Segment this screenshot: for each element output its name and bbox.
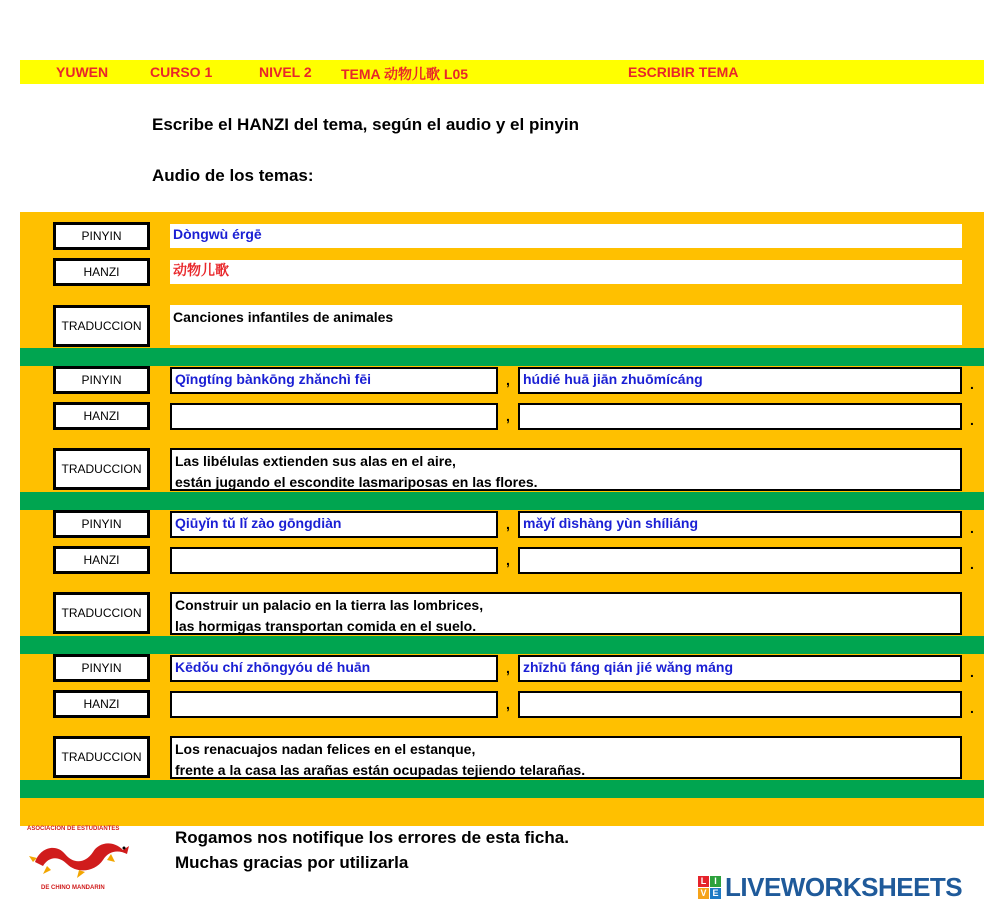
footer-thanks: Muchas gracias por utilizarla (175, 853, 409, 872)
verse-3-pinyin-a: Kēdǒu chí zhōngyóu dé huān (170, 655, 498, 682)
label-hanzi: HANZI (53, 690, 150, 718)
period: . (970, 556, 974, 572)
separator (20, 492, 984, 510)
badge-letter: L (698, 876, 709, 887)
association-logo (27, 826, 137, 892)
comma: , (506, 696, 510, 712)
label-traduccion: TRADUCCION (53, 736, 150, 778)
label-hanzi: HANZI (53, 402, 150, 430)
verse-1-hanzi-a-input[interactable] (170, 403, 498, 430)
separator (20, 636, 984, 654)
period: . (970, 376, 974, 392)
liveworksheets-logo[interactable] (698, 872, 962, 902)
verse-3-hanzi-b-input[interactable] (518, 691, 962, 718)
traduccion-line: Los renacuajos nadan felices en el estanque, (175, 741, 476, 757)
verse-3-pinyin-b: zhīzhū fáng qián jié wǎng máng (518, 655, 962, 682)
liveworksheets-badge-icon (698, 876, 721, 899)
label-pinyin: PINYIN (53, 366, 150, 394)
period: . (970, 664, 974, 680)
traduccion-line: están jugando el escondite lasmariposas en las flores. (175, 474, 538, 490)
verse-1-hanzi-b-input[interactable] (518, 403, 962, 430)
label-traduccion: TRADUCCION (53, 305, 150, 347)
label-traduccion: TRADUCCION (53, 448, 150, 490)
verse-2-pinyin-a: Qiūyǐn tǔ lǐ zào gōngdiàn (170, 511, 498, 538)
traduccion-line: las hormigas transportan comida en el suelo. (175, 618, 477, 634)
label-hanzi: HANZI (53, 546, 150, 574)
header-course: CURSO 1 (150, 64, 213, 80)
badge-letter: V (698, 888, 709, 899)
separator (20, 780, 984, 798)
header-task: ESCRIBIR TEMA (628, 64, 739, 80)
title-traduccion: Canciones infantiles de animales (170, 305, 962, 345)
verse-3-hanzi-a-input[interactable] (170, 691, 498, 718)
logo-bottom-text: DE CHINO MANDARIN (41, 885, 105, 891)
comma: , (506, 372, 510, 388)
comma: , (506, 516, 510, 532)
header-level: NIVEL 2 (259, 64, 312, 80)
separator (20, 348, 984, 366)
verse-1-traduccion (170, 448, 962, 491)
traduccion-line: frente a la casa las arañas están ocupadas tejiendo telarañas. (175, 762, 586, 778)
period: . (970, 520, 974, 536)
label-pinyin: PINYIN (53, 654, 150, 682)
verse-2-traduccion (170, 592, 962, 635)
label-hanzi: HANZI (53, 258, 150, 286)
comma: , (506, 408, 510, 424)
badge-letter: I (710, 876, 721, 887)
logo-top-text: ASOCIACION DE ESTUDIANTES (27, 826, 120, 832)
footer-errors-note: Rogamos nos notifique los errores de esta ficha. (175, 828, 569, 847)
liveworksheets-wordmark: LIVEWORKSHEETS (725, 871, 963, 902)
comma: , (506, 552, 510, 568)
dragon-icon (27, 832, 137, 880)
label-pinyin: PINYIN (53, 510, 150, 538)
verse-1-pinyin-b: húdié huā jiān zhuōmícáng (518, 367, 962, 394)
header-subject: YUWEN (56, 64, 109, 80)
audio-label: Audio de los temas: (152, 166, 314, 185)
verse-2-pinyin-b: mǎyǐ dìshàng yùn shíliáng (518, 511, 962, 538)
traduccion-line: Construir un palacio en la tierra las lombrices, (175, 597, 484, 613)
period: . (970, 700, 974, 716)
instruction-text: Escribe el HANZI del tema, según el audio y el pinyin (152, 115, 580, 134)
verse-2-hanzi-a-input[interactable] (170, 547, 498, 574)
traduccion-line: Las libélulas extienden sus alas en el aire, (175, 453, 456, 469)
header-topic: TEMA 动物儿歌 L05 (341, 66, 469, 82)
header-bar (20, 60, 984, 84)
title-pinyin: Dòngwù érgē (170, 224, 962, 248)
label-traduccion: TRADUCCION (53, 592, 150, 634)
title-hanzi: 动物儿歌 (170, 260, 962, 284)
verse-2-hanzi-b-input[interactable] (518, 547, 962, 574)
label-pinyin: PINYIN (53, 222, 150, 250)
verse-1-pinyin-a: Qīngtíng bànkōng zhǎnchì fēi (170, 367, 498, 394)
verse-3-traduccion (170, 736, 962, 779)
period: . (970, 412, 974, 428)
comma: , (506, 660, 510, 676)
badge-letter: E (710, 888, 721, 899)
